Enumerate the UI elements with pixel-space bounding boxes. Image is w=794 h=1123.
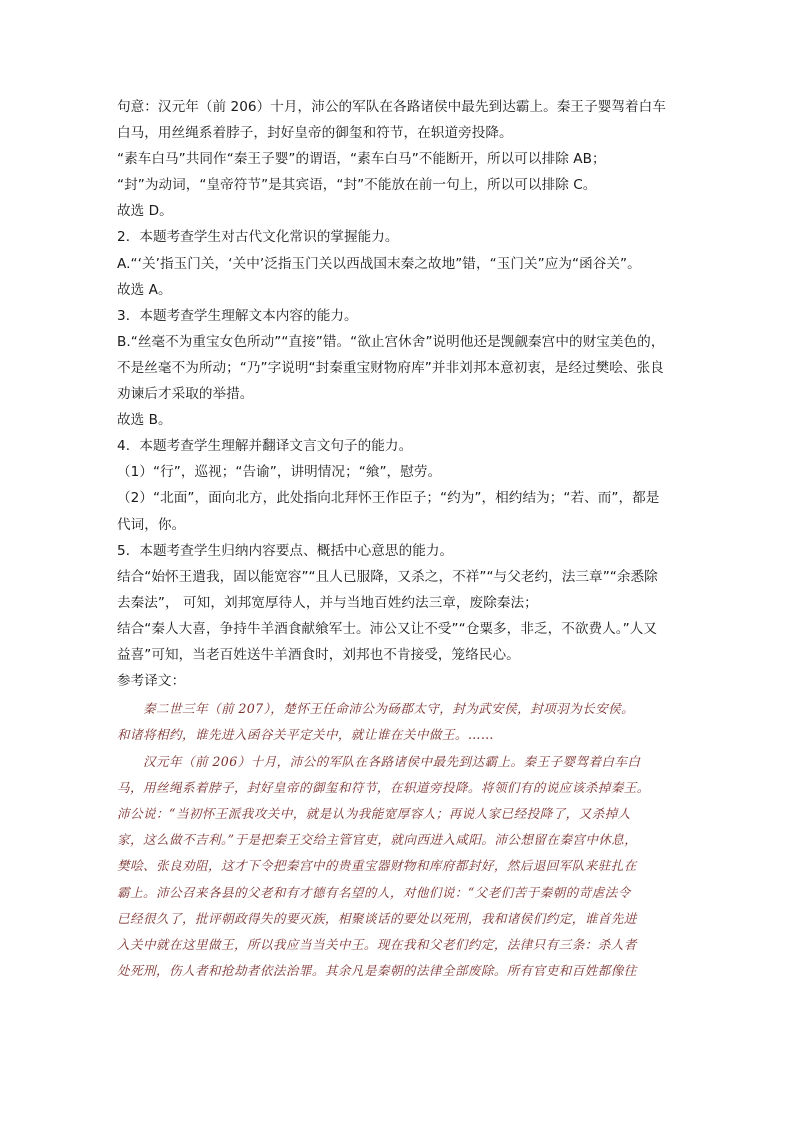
translation-heading: 参考译文： bbox=[117, 673, 186, 690]
text-line: 结合“始怀王遣我，固以能宽容”“且人已服降，又杀之，不祥”“与父老约，法三章”“余悉除 bbox=[117, 568, 658, 585]
translation-line: 秦二世三年（前 207），楚怀王任命沛公为砀郡太守，封为武安侯，封项羽为长安侯。 bbox=[143, 701, 635, 717]
translation-line: 马，用丝绳系着脖子，封好皇帝的御玺和符节，在轵道旁投降。将领们有的说应该杀掉秦王。 bbox=[117, 779, 650, 795]
text-line: 句意：汉元年（前 206）十月，沛公的军队在各路诸侯中最先到达霸上。秦王子婴驾着白车 bbox=[117, 99, 666, 115]
text-line: 劝谏后才采取的举措。 bbox=[117, 386, 254, 403]
question-heading: 5．本题考查学生归纳内容要点、概括中心意思的能力。 bbox=[117, 542, 454, 559]
text-line: A.“‘关’指玉门关，‘关中’泛指玉门关以西战国末秦之故地”错，“玉门关”应为“函谷关”。 bbox=[117, 255, 641, 272]
text-line: 不是丝毫不为所动；“乃”字说明“封秦重宝财物府库”并非刘邦本意初衷，是经过樊哙、张良 bbox=[117, 359, 664, 376]
text-line: “封”为动词，“皇帝符节”是其宾语，“封”不能放在前一句上，所以可以排除 C。 bbox=[117, 177, 597, 194]
translation-line: 樊哙、张良劝阻，这才下令把秦宫中的贵重宝器财物和库府都封好，然后退回军队来驻扎在 bbox=[117, 858, 637, 874]
translation-line: 处死刑，伤人者和抢劫者依法治罪。其余凡是秦朝的法律全部废除。所有官吏和百姓都像往 bbox=[117, 963, 637, 979]
text-line: 白马，用丝绳系着脖子，封好皇帝的御玺和符节，在轵道旁投降。 bbox=[117, 125, 513, 142]
text-line: 益喜”可知，当老百姓送牛羊酒食时，刘邦也不肯接受，笼络民心。 bbox=[117, 646, 520, 663]
text-line: 代词，你。 bbox=[117, 516, 186, 533]
text-line: （1）“行”，巡视；“告谕”，讲明情况；“飨”，慰劳。 bbox=[117, 464, 442, 481]
text-line: 故选 D。 bbox=[117, 203, 173, 220]
text-line: （2）“北面”，面向北方，此处指向北拜怀王作臣子；“约为”，相约结为；“若、而”，都是 bbox=[117, 490, 660, 507]
reference-translation bbox=[117, 696, 683, 984]
translation-line: 霸上。沛公召来各县的父老和有才德有名望的人，对他们说：“父老们苦于秦朝的苛虐法令 bbox=[117, 884, 631, 900]
document-page bbox=[117, 94, 683, 984]
question-heading: 2．本题考查学生对古代文化常识的掌握能力。 bbox=[117, 229, 399, 246]
text-line: B.“丝毫不为重宝女色所动”“直接”错。“欲止宫休舍”说明他还是觊觎秦宫中的财宝美色的， bbox=[117, 333, 665, 350]
text-line: 结合“秦人大喜，争持牛羊酒食献飨军士。沛公又让不受”“仓粟多，非乏，不欲费人。”人又 bbox=[117, 620, 658, 637]
translation-line: 家，这么做不吉利。”于是把秦王交给主管官吏，就向西进入咸阳。沛公想留在秦宫中休息， bbox=[117, 832, 638, 848]
question-heading: 4．本题考查学生理解并翻译文言文句子的能力。 bbox=[117, 438, 413, 455]
text-line: 故选 B。 bbox=[117, 412, 172, 429]
answer-explanation bbox=[117, 94, 683, 694]
translation-line: 入关中就在这里做王，所以我应当当关中王。现在我和父老们约定，法律只有三条：杀人者 bbox=[117, 936, 637, 952]
question-heading: 3．本题考查学生理解文本内容的能力。 bbox=[117, 307, 358, 324]
text-line: 去秦法”， 可知，刘邦宽厚待人，并与当地百姓约法三章，废除秦法； bbox=[117, 594, 538, 611]
text-line: 故选 A。 bbox=[117, 281, 172, 298]
translation-line: 已经很久了，批评朝政得失的要灭族，相聚谈话的要处以死刑，我和诸侯们约定，谁首先进 bbox=[117, 910, 637, 926]
translation-line: 和诸将相约，谁先进入函谷关平定关中，就让谁在关中做王。…… bbox=[117, 727, 494, 743]
translation-line: 汉元年（前 206）十月，沛公的军队在各路诸侯中最先到达霸上。秦王子婴驾着白车白 bbox=[143, 753, 641, 769]
translation-line: 沛公说：“当初怀王派我攻关中，就是认为我能宽厚容人；再说人家已经投降了，又杀掉人 bbox=[117, 805, 631, 821]
text-line: “素车白马”共同作“秦王子婴”的谓语，“素车白马”不能断开，所以可以排除 AB； bbox=[117, 151, 606, 168]
